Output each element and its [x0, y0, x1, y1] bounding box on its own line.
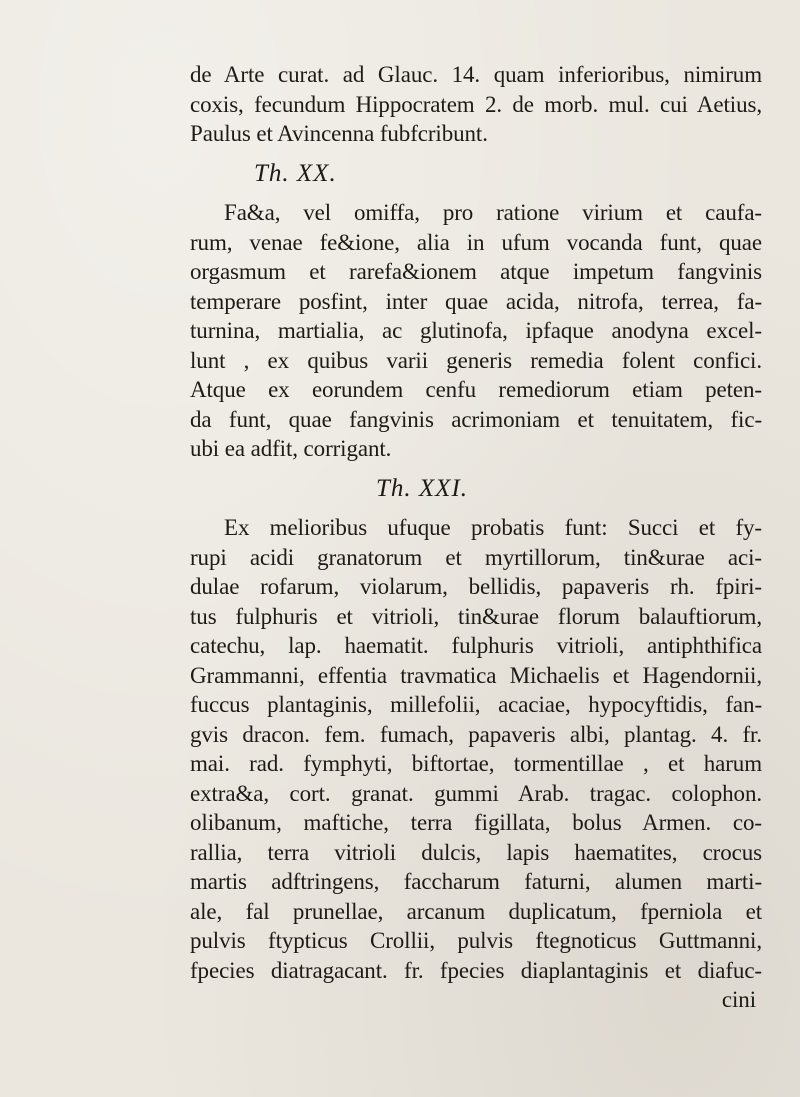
text-line: Atque ex eorundem cenfu remediorum etiam peten-: [190, 377, 762, 402]
text-line: da funt, quae fangvinis acrimoniam et tenuitatem, fic-: [190, 406, 762, 432]
catchword: cini: [721, 987, 756, 1012]
text-line: tus fulphuris et vitrioli, tin&urae florum balauftiorum,: [190, 603, 762, 629]
text-line: catechu, lap. haematit. fulphuris vitrioli, antiphthifica: [190, 633, 762, 658]
text-line: olibanum, maftiche, terra figillata, bolus Armen. co-: [190, 810, 762, 835]
text-line: turnina, martialia, ac glutinofa, ipfaque anodyna excel-: [190, 318, 762, 343]
section-heading-th-xxi: Th. XXI.: [376, 474, 469, 502]
section-heading-th-xx: Th. XX.: [254, 159, 337, 187]
text-line: ubi ea adfit, corrigant.: [190, 436, 392, 461]
text-line: fpecies diatragacant. fr. fpecies diaplantaginis et diafuc-: [190, 957, 762, 983]
text-line: Ex melioribus ufuque probatis funt: Succi et fy-: [224, 515, 762, 540]
text-line: rallia, terra vitrioli dulcis, lapis haematites, crocus: [190, 839, 762, 865]
text-line: martis adftringens, faccharum faturni, alumen marti-: [190, 869, 762, 894]
text-line: pulvis ftypticus Crollii, pulvis ftegnoticus Guttmanni,: [190, 928, 762, 953]
text-line: temperare posfint, inter quae acida, nitrofa, terrea, fa-: [190, 288, 762, 314]
text-line: dulae rofarum, violarum, bellidis, papaveris rh. fpiri-: [190, 574, 762, 599]
text-line: Fa&a, vel omiffa, pro ratione virium et caufa-: [224, 200, 762, 225]
text-line: lunt , ex quibus varii generis remedia folent confici.: [190, 347, 762, 373]
text-line: coxis, fecundum Hippocratem 2. de morb. mul. cui Aetius,: [190, 91, 762, 117]
text-line: rupi acidi granatorum et myrtillorum, tin&urae aci-: [190, 544, 762, 570]
text-line: de Arte curat. ad Glauc. 14. quam inferioribus, nimirum: [190, 62, 762, 87]
text-line: Paulus et Avincenna fubfcribunt.: [190, 121, 488, 146]
text-line: mai. rad. fymphyti, biftortae, tormentillae , et harum: [190, 751, 762, 776]
text-line: gvis dracon. fem. fumach, papaveris albi, plantag. 4. fr.: [190, 721, 762, 747]
text-line: rum, venae fe&ione, alia in ufum vocanda funt, quae: [190, 229, 762, 255]
text-line: fuccus plantaginis, millefolii, acaciae, hypocyftidis, fan-: [190, 692, 762, 717]
text-line: orgasmum et rarefa&ionem atque impetum fangvinis: [190, 259, 762, 284]
text-line: Grammanni, effentia travmatica Michaelis et Hagendornii,: [190, 662, 762, 688]
text-line: ale, fal prunellae, arcanum duplicatum, fperniola et: [190, 898, 762, 924]
text-line: extra&a, cort. granat. gummi Arab. tragac. colophon.: [190, 780, 762, 806]
text-block: [190, 60, 762, 1015]
